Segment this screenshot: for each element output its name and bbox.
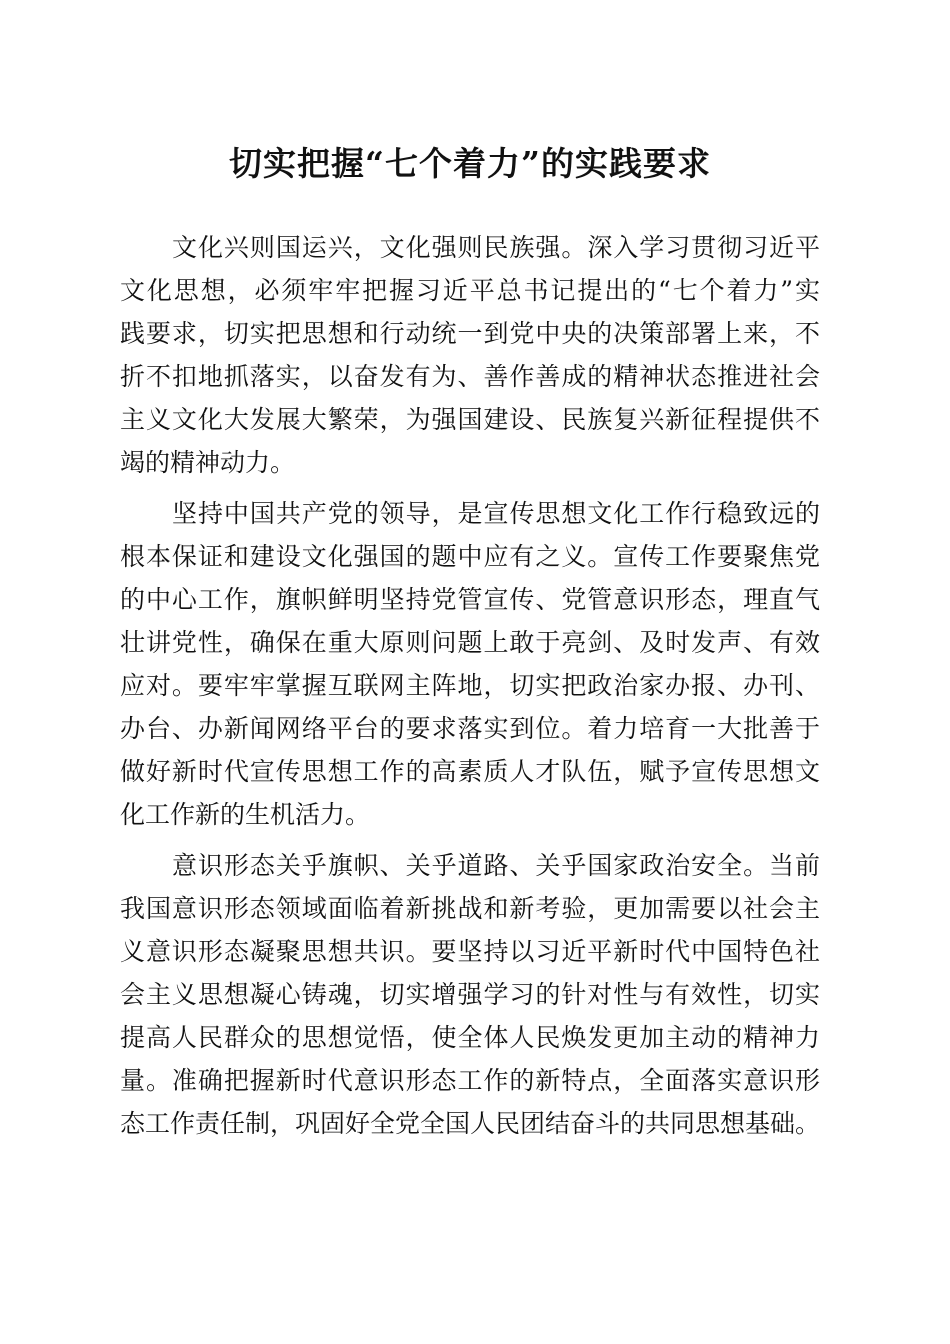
document-title: 切实把握“七个着力”的实践要求 xyxy=(229,144,711,183)
paragraph-line: 态工作责任制，巩固好全党全国人民团结奋斗的共同思想基础。 xyxy=(120,1109,821,1138)
paragraph-line: 壮讲党性，确保在重大原则问题上敢于亮剑、及时发声、有效 xyxy=(120,628,820,657)
paragraph-line: 会主义思想凝心铸魂，切实增强学习的针对性与有效性，切实 xyxy=(120,980,820,1009)
paragraph xyxy=(120,844,820,1145)
paragraph-line: 坚持中国共产党的领导，是宣传思想文化工作行稳致远的 xyxy=(172,499,820,528)
paragraph-line: 量。准确把握新时代意识形态工作的新特点，全面落实意识形 xyxy=(120,1066,820,1095)
paragraph-line: 根本保证和建设文化强国的题中应有之义。宣传工作要聚焦党 xyxy=(120,542,820,571)
paragraph-line: 折不扣地抓落实，以奋发有为、善作善成的精神状态推进社会 xyxy=(120,362,820,391)
paragraph-line: 文化思想，必须牢牢把握习近平总书记提出的“七个着力”实 xyxy=(120,276,820,305)
paragraph xyxy=(120,492,820,836)
paragraph-line: 化工作新的生机活力。 xyxy=(120,800,371,829)
paragraph-line: 践要求，切实把思想和行动统一到党中央的决策部署上来，不 xyxy=(120,319,820,348)
paragraph-line: 应对。要牢牢掌握互联网主阵地，切实把政治家办报、办刊、 xyxy=(120,671,820,700)
paragraph-line: 文化兴则国运兴，文化强则民族强。深入学习贯彻习近平 xyxy=(172,233,820,262)
document-body xyxy=(120,226,820,1153)
paragraph-line: 主义文化大发展大繁荣，为强国建设、民族复兴新征程提供不 xyxy=(120,405,820,434)
paragraph-line: 我国意识形态领域面临着新挑战和新考验，更加需要以社会主 xyxy=(120,894,820,923)
paragraph-line: 意识形态关乎旗帜、关乎道路、关乎国家政治安全。当前 xyxy=(172,851,820,880)
paragraph-line: 竭的精神动力。 xyxy=(120,448,296,477)
paragraph-line: 义意识形态凝聚思想共识。要坚持以习近平新时代中国特色社 xyxy=(120,937,820,966)
paragraph-line: 的中心工作，旗帜鲜明坚持党管宣传、党管意识形态，理直气 xyxy=(120,585,820,614)
paragraph-line: 办台、办新闻网络平台的要求落实到位。着力培育一大批善于 xyxy=(120,714,820,743)
paragraph-line: 做好新时代宣传思想工作的高素质人才队伍，赋予宣传思想文 xyxy=(120,757,820,786)
paragraph xyxy=(120,226,820,484)
paragraph-line: 提高人民群众的思想觉悟，使全体人民焕发更加主动的精神力 xyxy=(120,1023,820,1052)
